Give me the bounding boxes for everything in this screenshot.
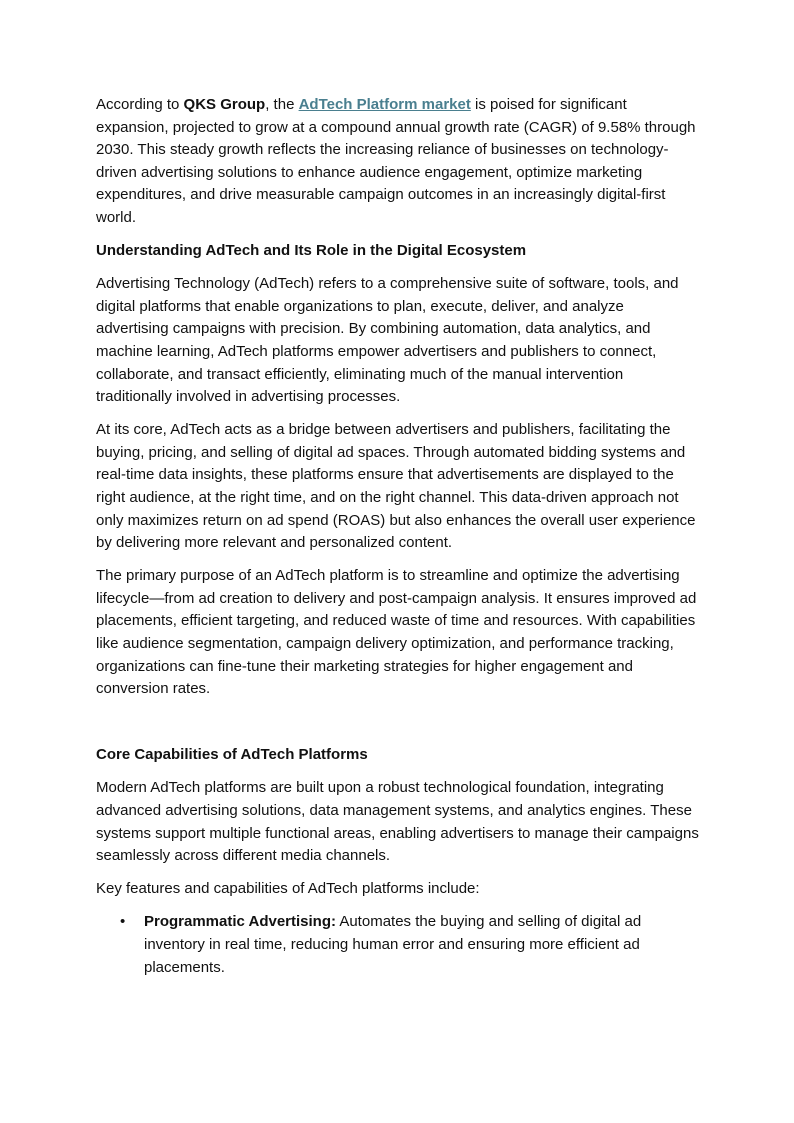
spacer xyxy=(96,711,700,744)
market-link[interactable]: AdTech Platform market xyxy=(298,96,471,113)
section-heading-understanding: Understanding AdTech and Its Role in the Digital Ecosystem xyxy=(96,242,527,260)
list-item xyxy=(120,911,700,979)
intro-paragraph xyxy=(96,94,700,230)
intro-text-start: According to xyxy=(96,96,184,113)
paragraph: Key features and capabilities of AdTech platforms include: xyxy=(96,880,480,898)
paragraph: Modern AdTech platforms are built upon a robust technological foundation, integrating advanced advertising solutions, data management systems, and analytics engines. These systems support multiple functional areas, enabling advertisers to manage their campaigns seamlessly across different media channels. xyxy=(96,779,699,865)
intro-text-mid: , the xyxy=(265,96,299,113)
org-name: QKS Group xyxy=(183,96,266,113)
paragraph: The primary purpose of an AdTech platform is to streamline and optimize the advertising lifecycle—from ad creation to delivery and post-campaign analysis. It ensures improved ad placements, efficient targeting, and reduced waste of time and resources. With capabilities like audience segmentation, campaign delivery optimization, and performance tracking, organizations can fine-tune their marketing strategies for higher engagement and conversion rates. xyxy=(96,567,697,698)
document-page xyxy=(96,94,700,979)
list-item-term: Programmatic Advertising: xyxy=(144,913,336,931)
bullet-icon: • xyxy=(120,913,126,931)
section-heading-core-capabilities: Core Capabilities of AdTech Platforms xyxy=(96,746,368,764)
list-item-text: Automates the buying and selling of digital ad inventory in real time, reducing human error and ensuring more efficient ad placements. xyxy=(144,913,642,976)
intro-text-end: is poised for significant expansion, projected to grow at a compound annual growth rate (CAGR) of 9.58% through 2030. This steady growth reflects the increasing reliance of businesses on technology-driven advertising solutions to enhance audience engagement, optimize marketing expenditures, and drive measurable campaign outcomes in an increasingly digital-first world. xyxy=(96,96,696,226)
capabilities-list xyxy=(96,911,700,979)
paragraph: At its core, AdTech acts as a bridge between advertisers and publishers, facilitating the buying, pricing, and selling of digital ad spaces. Through automated bidding systems and real-time data insights, these platforms ensure that advertisements are displayed to the right audience, at the right time, and on the right channel. This data-driven approach not only maximizes return on ad spend (ROAS) but also enhances the overall user experience by delivering more relevant and personalized content. xyxy=(96,421,696,552)
paragraph: Advertising Technology (AdTech) refers to a comprehensive suite of software, tools, and digital platforms that enable organizations to plan, execute, deliver, and analyze advertising campaigns with precision. By combining automation, data analytics, and machine learning, AdTech platforms empower advertisers and publishers to connect, collaborate, and transact efficiently, eliminating much of the manual intervention traditionally involved in advertising processes. xyxy=(96,275,679,406)
